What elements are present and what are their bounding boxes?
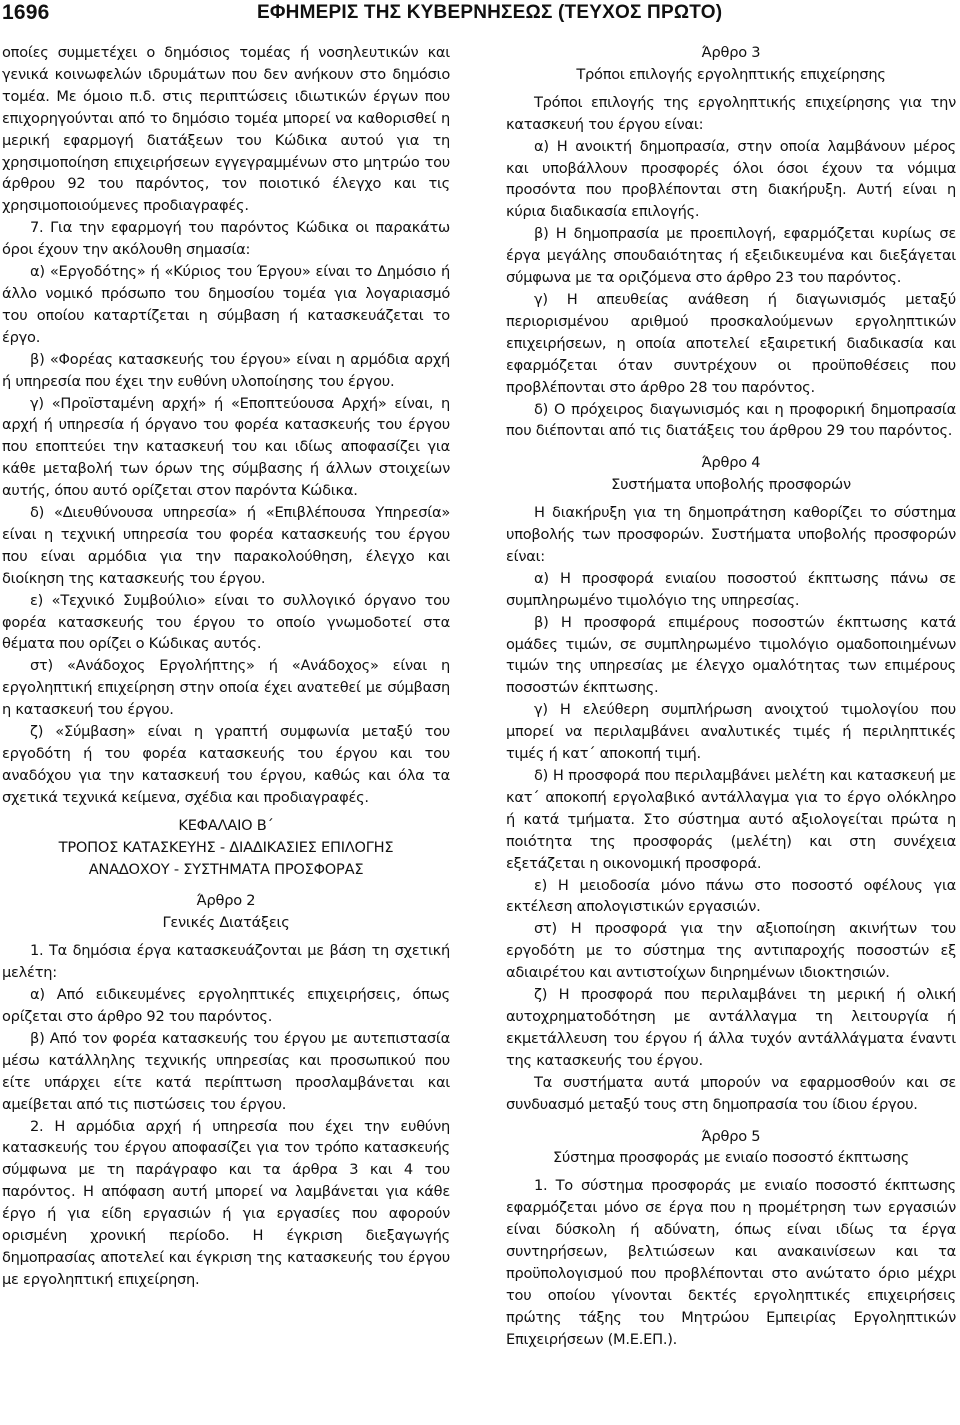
paragraph: οποίες συμμετέχει ο δημόσιος τομέας ή νοσηλευτικών και γενικά κοινωφελών ιδρυμάτων που δεν ανήκουν στο δημόσιο τομέα. Με όμοιο π.δ. στις περιπτώσεις ιδιωτικών έργων που επιχορηγούνται από το δημόσιο τομέα μπορεί να καθορισθεί η μερική εφαρμογή διατάξεων του Κώδικα αυτού για τη χρησιμοποίηση επιχειρήσεων εγγεγραμμένων στο μητρώο του άρθρου 92 του παρόντος, τον ποιοτικό έλεγχο και τις χρησιμοποιούμενες προδιαγραφές. xyxy=(2,44,450,215)
paragraph: Τρόποι επιλογής της εργοληπτικής επιχείρησης για την κατασκευή του έργου είναι: xyxy=(506,93,956,133)
article-title: Τρόποι επιλογής εργοληπτικής επιχείρησης xyxy=(576,65,886,83)
paragraph: α) «Εργοδότης» ή «Κύριος του Έργου» είναι το Δημόσιο ή άλλο νομικό πρόσωπο του δημοσίου τομέα για λογαριασμό του οποίου καταρτίζεται η σύμβαση ή κατασκευάζεται το έργο. xyxy=(2,263,450,346)
paragraph: δ) Ο πρόχειρος διαγωνισμός και η προφορική δημοπρασία που διέπονται από τις διατάξεις του άρθρου 29 του παρόντος. xyxy=(506,400,956,440)
paragraph: 2. Η αρμόδια αρχή ή υπηρεσία που έχει την ευθύνη κατασκευής του έργου αποφασίζει για τον τρόπο κατασκευής σύμφωνα με τη παράγραφο και τα άρθρα 3 και 4 του παρόντος. Η απόφαση αυτή μπορεί να λαμβάνεται για κάθε έργο ή για είδη εργασιών ή για εργασίες που αφορούν ορισμένη χρονική περίοδο. Η έγκριση διεξαγωγής δημοπρασίας αποτελεί και έγκριση της κατασκευής του έργου με εργοληπτική επιχείρηση. xyxy=(2,1117,450,1288)
article-title: Σύστημα προσφοράς με ενιαίο ποσοστό έκπτωσης xyxy=(552,1149,910,1167)
left-column xyxy=(2,42,450,1291)
paragraph: γ) Η ελεύθερη συμπλήρωση ανοιχτού τιμολογίου που μπορεί να περιλαμβάνει αναλυτικές τιμές ή περιληπτικές τιμές ή κατ΄ αποκοπή τιμή. xyxy=(506,701,956,763)
paragraph: ζ) Η προσφορά που περιλαμβάνει τη μερική ή ολική αυτοχρηματοδότηση με αντάλλαγμα τη λειτουργία ή εκμετάλλευση του έργου ή άλλα τυχόν αντάλλάγματα έναντι της κατασκευής του έργου. xyxy=(506,986,956,1069)
page-header xyxy=(0,0,960,30)
chapter-heading: ΚΕΦΑΛΑΙΟ Β΄ xyxy=(178,816,274,834)
paragraph: α) Η ανοικτή δημοπρασία, στην οποία λαμβάνουν μέρος και υποβάλλουν προσφορές όλοι όσοι έχουν τα νόμιμα προσόντα που προβλέπονται στη διακήρυξη. Αυτή είναι η κύρια διαδικασία επιλογής. xyxy=(506,137,956,221)
paragraph: Η διακήρυξη για τη δημοπράτηση καθορίζει το σύστημα υποβολής των προσφορών. Συστήματα υποβολής προσφορών είναι: xyxy=(506,504,956,565)
chapter-title: ΑΝΑΔΟΧΟΥ - ΣΥΣΤΗΜΑΤΑ ΠΡΟΣΦΟΡΑΣ xyxy=(88,860,364,878)
paragraph: β) Από τον φορέα κατασκευής του έργου με αυτεπιστασία μέσω κατάλληλης τεχνικής υπηρεσίας και προσωπικού που είτε υπάρχει είτε κατά περίπτωση προσλαμβάνεται και αμείβεται από τις πιστώσεις του έργου. xyxy=(2,1029,450,1113)
paragraph: 1. Το σύστημα προσφοράς με ενιαίο ποσοστό έκπτωσης εφαρμόζεται μόνο σε έργα που η προμέτρηση των εργασιών είναι δύσκολη ή αδύνατη, όπως είναι ιδίως τα έργα συντηρήσεων, βελτιώσεων και ανακαινίσεων και τα προϋπολογισμού που προβλέπονται στο ανώτατο όριο μέχρι του οποίου γίνονται δεκτές εργοληπτικές επιχειρήσεις πρώτης τάξης του Μητρώου Εμπειρίας Εργοληπτικών Επιχειρήσεων (Μ.Ε.ΕΠ.). xyxy=(506,1177,956,1348)
paragraph: γ) «Προϊσταμένη αρχή» ή «Εποπτεύουσα Αρχή» είναι, η αρχή ή υπηρεσία ή όργανο του φορέα κατασκευής του έργου που εποπτεύει την κατασκευή του και ιδίως αποφασίζει για κάθε μεταβολή των όρων της σύμβασης ή άλλων στοιχείων αυτής, όπου αυτό ορίζεται στον παρόντα Κώδικα. xyxy=(2,394,450,500)
paragraph: 7. Για την εφαρμογή του παρόντος Κώδικα οι παρακάτω όροι έχουν την ακόλουθη σημασία: xyxy=(2,219,450,259)
gazette-title: ΕΦΗΜΕΡΙΣ ΤΗΣ ΚΥΒΕΡΝΗΣΕΩΣ (ΤΕΥΧΟΣ ΠΡΩΤΟ) xyxy=(257,2,723,23)
paragraph: β) Η προσφορά επιμέρους ποσοστών έκπτωσης κατά ομάδες τιμών, σε συμπληρωμένο τιμολόγιο ομαδοποιημένων τιμών της υπηρεσίας με έλεγχο ομαλότητας των επιμέρους ποσοστών έκπτωσης. xyxy=(506,613,956,697)
paragraph: α) Από ειδικευμένες εργοληπτικές επιχειρήσεις, όπως ορίζεται στο άρθρο 92 του παρόντος. xyxy=(2,986,450,1025)
paragraph: ε) «Τεχνικό Συμβούλιο» είναι το συλλογικό όργανο του φορέα κατασκευής του έργου το οποίο γνωμοδοτεί στα θέματα που ορίζει ο Κώδικας αυτός. xyxy=(2,591,450,653)
paragraph: ζ) «Σύμβαση» είναι η γραπτή συμφωνία μεταξύ του εργοδότη ή του φορέα κατασκευής του έργου και του αναδόχου για την κατασκευή του έργου, καθώς και όλα τα σχετικά τεχνικά κείμενα, σχέδια και προδιαγραφές. xyxy=(2,723,450,806)
article-heading: Άρθρο 4 xyxy=(701,454,761,472)
article-heading: Άρθρο 2 xyxy=(196,892,256,910)
paragraph: στ) «Ανάδοχος Εργολήπτης» ή «Ανάδοχος» είναι η εργοληπτική επιχείρηση στην οποία έχει ανατεθεί με σύμβαση η κατασκευή του έργου. xyxy=(2,657,450,719)
paragraph: β) Η δημοπρασία με προεπιλογή, εφαρμόζεται κυρίως σε έργα μεγάλης σπουδαιότητας ή εξειδικευμένα και διεξάγεται σύμφωνα με τα οριζόμενα στο άρθρο 23 του παρόντος. xyxy=(506,225,956,287)
paragraph: 1. Τα δημόσια έργα κατασκευάζονται με βάση τη σχετική μελέτη: xyxy=(2,942,450,982)
paragraph: δ) «Διευθύνουσα υπηρεσία» ή «Επιβλέπουσα Υπηρεσία» είναι η τεχνική υπηρεσία του φορέα κατασκευής του έργου που είναι αρμόδια για την παρακολούθηση, έλεγχο και διοίκηση της κατασκευής του έργου. xyxy=(2,504,450,587)
paragraph: στ) Η προσφορά για την αξιοποίηση ακινήτων του εργοδότη με το σύστημα της αντιπαροχής ποσοστών εξ αδιαιρέτου και αντιστοίχων διηρημένων ιδιοκτησιών. xyxy=(506,920,956,982)
paragraph: α) Η προσφορά ενιαίου ποσοστού έκπτωσης πάνω σε συμπληρωμένο τιμολόγιο της υπηρεσίας. xyxy=(506,569,956,609)
article-title: Συστήματα υποβολής προσφορών xyxy=(611,476,851,494)
paragraph: Τα συστήματα αυτά μπορούν να εφαρμοσθούν και σε συνδυασμό μεταξύ τους στη δημοπρασία του ίδιου έργου. xyxy=(506,1073,956,1113)
article-heading: Άρθρο 3 xyxy=(701,44,761,61)
article-title: Γενικές Διατάξεις xyxy=(162,914,290,932)
page-number: 1696 xyxy=(2,1,50,24)
paragraph: β) «Φορέας κατασκευής του έργου» είναι η αρμόδια αρχή ή υπηρεσία που έχει την ευθύνη υλοποίησης του έργου. xyxy=(2,350,450,390)
paragraph: δ) Η προσφορά που περιλαμβάνει μελέτη και κατασκευή με κατ΄ αποκοπή εργολαβικό αντάλλαγμα για το έργο ολόκληρο ή κατά τμήματα. Στο σύστημα αυτό αξιολογείται πρώτα η ποιότητα της προσφοράς (μελέτη) και στη συνέχεια εξετάζεται η οικονομική προσφορά. xyxy=(506,767,956,872)
article-heading: Άρθρο 5 xyxy=(701,1127,761,1145)
paragraph: γ) Η απευθείας ανάθεση ή διαγωνισμός μεταξύ περιορισμένου αριθμού προσκαλούμενων εργοληπτικών επιχειρήσεων, η οποία αποτελεί εξαιρετική διαδικασία και εφαρμόζεται όταν συντρέχουν οι προϋποθέσεις που προβλέπονται στο άρθρο 28 του παρόντος. xyxy=(506,290,956,396)
chapter-title: ΤΡΟΠΟΣ ΚΑΤΑΣΚΕΥΗΣ - ΔΙΑΔΙΚΑΣΙΕΣ ΕΠΙΛΟΓΗΣ xyxy=(58,838,394,856)
paragraph: ε) Η μειοδοσία μόνο πάνω στο ποσοστό οφέλους για εκτέλεση απολογιστικών εργασιών. xyxy=(506,876,956,916)
right-column xyxy=(506,42,956,1351)
